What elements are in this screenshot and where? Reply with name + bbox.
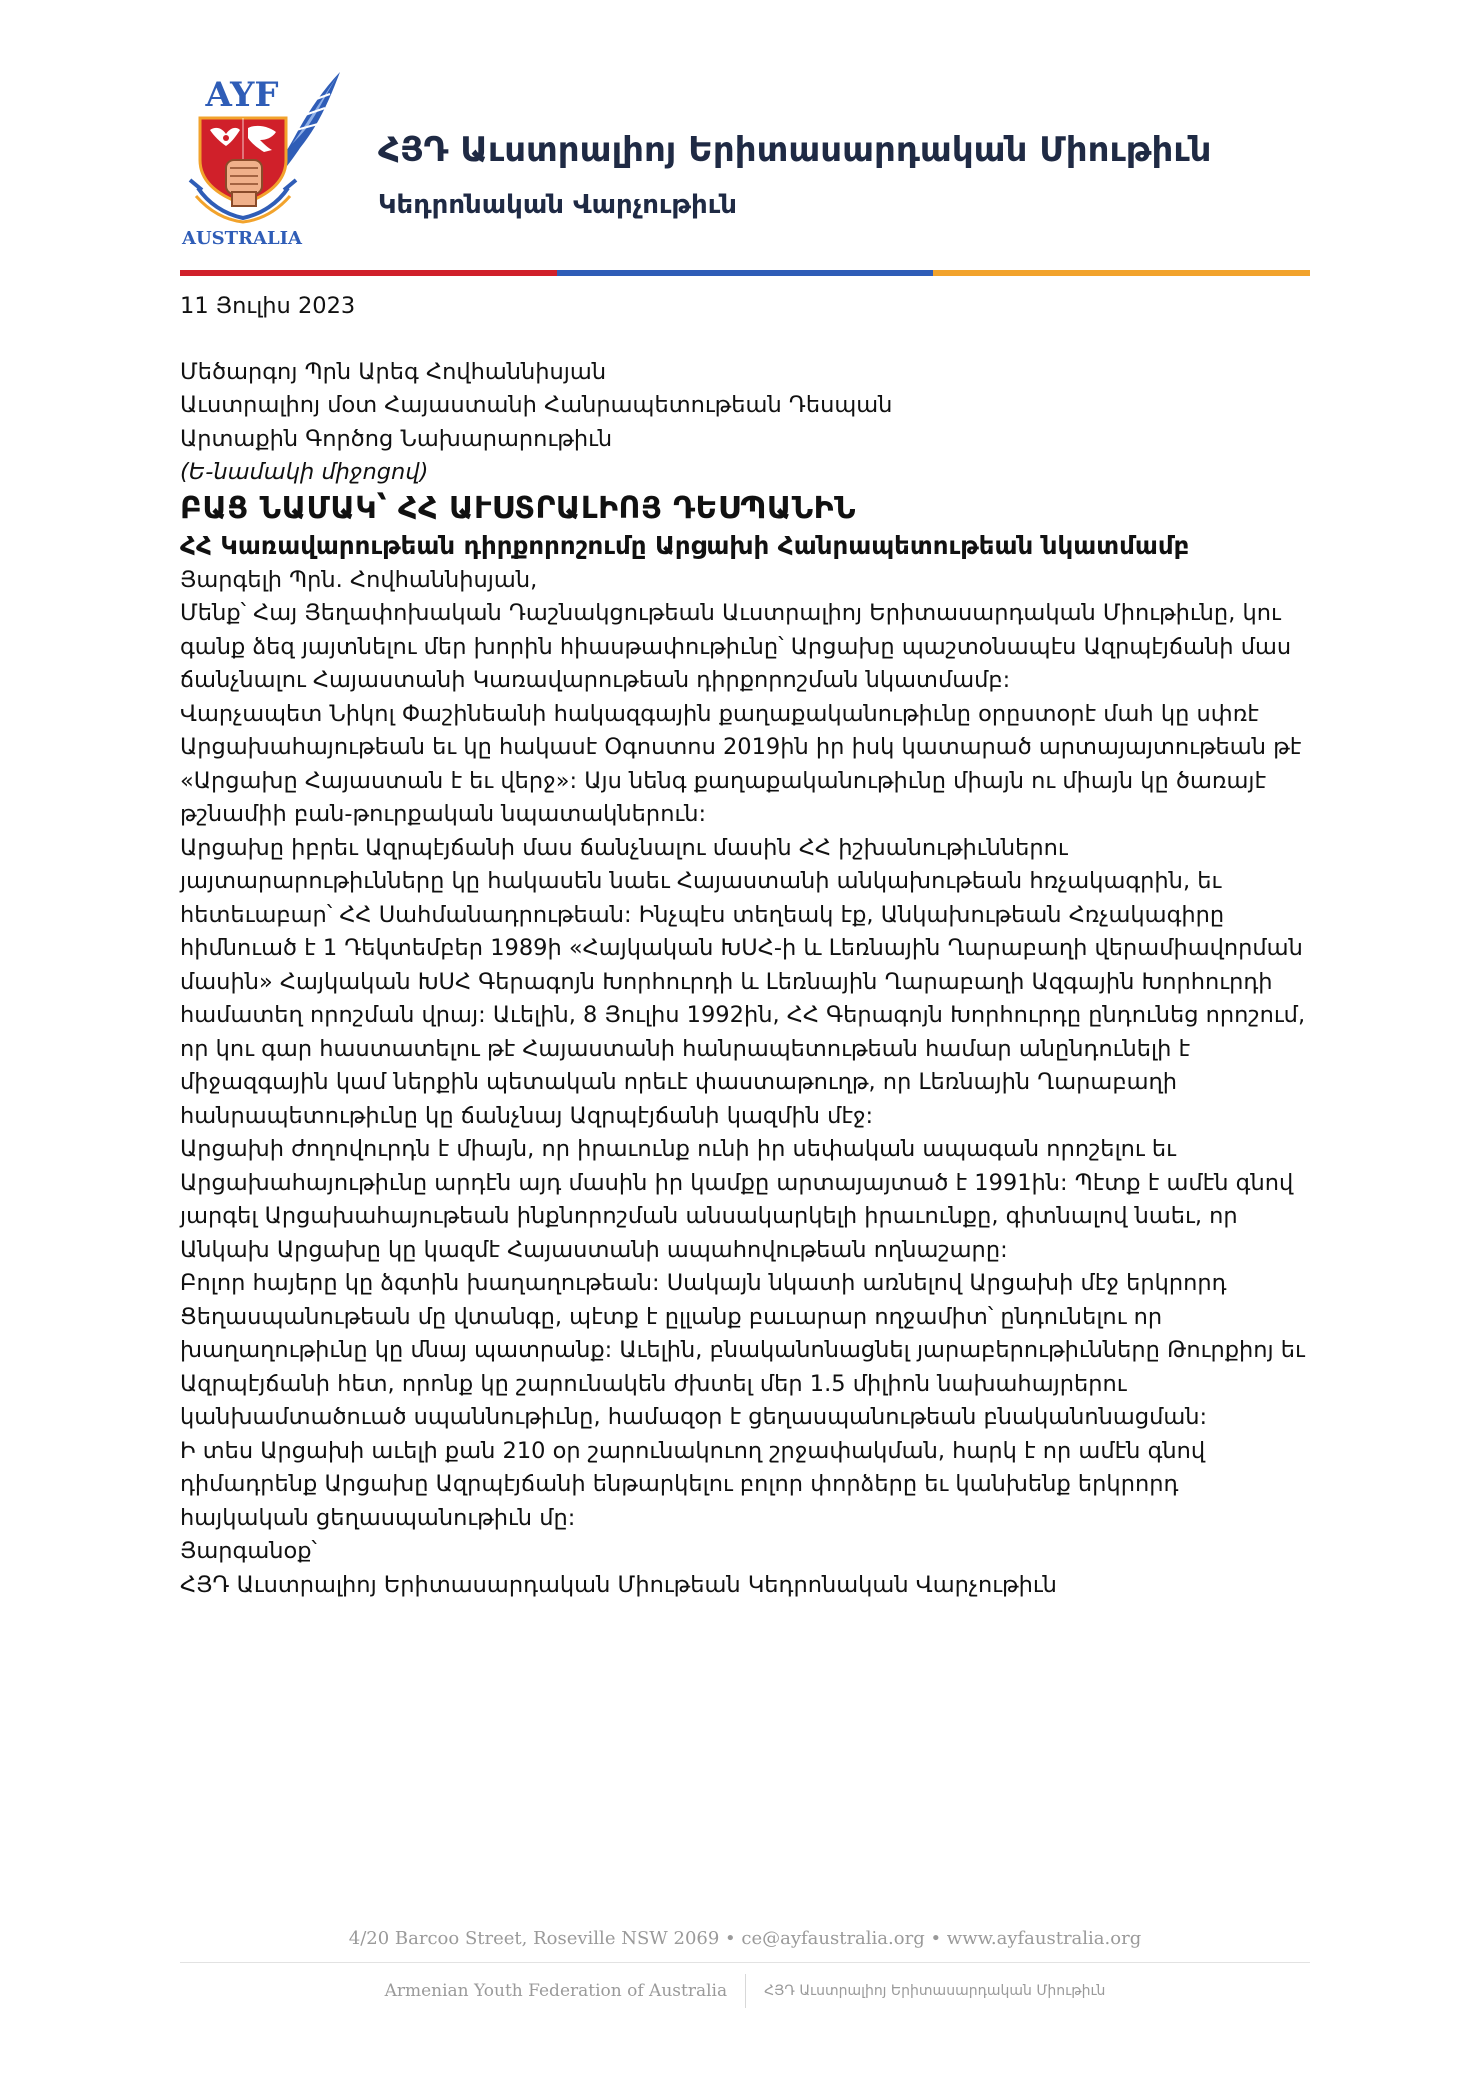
- letter-body: [180, 290, 1310, 1602]
- divider-blue: [557, 270, 934, 276]
- paragraph-4: Արցախի ժողովուրդն է միայն, որ իրաւունք ունի իր սեփական ապագան որոշելու եւ Արցախահայութիւնը արդէն այդ մասին իր կամքը արտայայտած է 1991ին: Պէտք է ամէն գնով յարգել Արցախահայութեան ինքնորոշման անսակարկելի իրաւունքը, գիտնալով նաեւ, որ Անկախ Արցախը կը կազմէ Հայաստանի ապահովութեան ողնաշարը:: [180, 1136, 1294, 1263]
- signature: ՀՅԴ Աւստրալիոյ Երիտասարդական Միութեան Կեդրոնական Վարչութիւն: [180, 1571, 1057, 1598]
- letter-subtitle: ՀՀ Կառավարութեան դիրքորոշումը Արցախի Հանրապետութեան նկատմամբ: [180, 530, 1190, 560]
- divider-red: [180, 270, 557, 276]
- recipient-name: Մեծարգոյ Պրն Արեգ Հովհաննիսյան: [180, 358, 607, 385]
- paragraph-2: Վարչապետ Նիկոլ Փաշինեանի հակազգային քաղաքականութիւնը օրըստօրէ մահ կը սփռէ Արցախահայութեան եւ կը հակասէ Օգոստոս 2019ին իր իսկ կատարած արտայայտութեան թէ «Արցախը Հայաստան է եւ վերջ»: Այս նենգ քաղաքականութիւնը միայն ու միայն կը ծառայէ թշնամիի բան-թուրքական նպատակներուն:: [180, 700, 1302, 827]
- signoff: Յարգանօք՝: [180, 1538, 317, 1564]
- organization-subtitle: Կեդրոնական Վարչութիւն: [378, 190, 737, 220]
- footer-contact: 4/20 Barcoo Street, Roseville NSW 2069 • ce@ayfaustralia.org • www.ayfaustralia.org: [348, 1928, 1142, 1949]
- paragraph-5: Բոլոր հայերը կը ձգտին խաղաղութեան: Սակայն նկատի առնելով Արցախի մէջ երկրորդ Ցեղասպանութեան մը վտանգը, պէտք է ըլլանք բաւարար ողջամիտ՝ ընդունելու որ խաղաղութիւնը կը մնայ պատրանք: Աւելին, բնականոնացնել յարաբերութիւնները Թուրքիոյ եւ Ազրպէյճանի հետ, որոնք կը շարունակեն ժխտել մեր 1.5 միլիոն նախահայրերու կանխամտածուած սպաննութիւնը, համազօր է ցեղասպանութեան բնականոնացման:: [180, 1270, 1305, 1430]
- ayf-logo: [180, 68, 350, 253]
- footer-divider: [180, 1962, 1310, 1963]
- letter-title: ԲԱՑ ՆԱՄԱԿ՝ ՀՀ ԱՒՍՏՐԱԼԻՈՅ ԴԵՍՊԱՆԻՆ: [180, 490, 857, 526]
- footer-org-armenian: ՀՅԴ Աւստրալիոյ Երիտասարդական Միութիւն: [764, 1983, 1106, 1999]
- tricolor-divider: [180, 270, 1310, 276]
- logo-text-australia: AUSTRALIA: [181, 228, 303, 249]
- organization-title: ՀՅԴ Աւստրալիոյ Երիտասարդական Միութիւն: [378, 130, 1212, 170]
- footer-organization: [180, 1974, 1310, 2008]
- fist-icon: [226, 160, 262, 206]
- salutation: Յարգելի Պրն. Հովհաննիսյան,: [180, 566, 538, 593]
- paragraph-3: Արցախը իբրեւ Ազրպէյճանի մաս ճանչնալու մասին ՀՀ իշխանութիւններու յայտարարութիւնները կը հակասեն նաեւ Հայաստանի անկախութեան հռչակագրին, եւ հետեւաբար՝ ՀՀ Սահմանադրութեան: Ինչպէս տեղեակ էք, Անկախութեան Հռչակագիրը հիմնուած է 1 Դեկտեմբեր 1989ի «Հայկական ԽՍՀ-ի և Լեռնային Ղարաբաղի վերամիավորման մասին» Հայկական ԽՍՀ Գերագոյն Խորհուրդի և Լեռնային Ղարաբաղի Ազգային Խորհուրդի համատեղ որոշման վրայ: Աւելին, 8 Յուլիս 1992ին, ՀՀ Գերագոյն Խորհուրդը ընդունեց որոշում, որ կու գար հաստատելու թէ Հայաստանի հանրապետութեան համար անընդունելի է միջազգային կամ ներքին պետական որեւէ փաստաթուղթ, որ Լեռնային Ղարաբաղի հանրապետութիւնը կը ճանչնայ Ազրպէյճանի կազմին մէջ:: [180, 834, 1306, 1129]
- recipient-position: Աւստրալիոյ մօտ Հայաստանի Հանրապետութեան Դեսպան: [180, 392, 893, 418]
- recipient-block: [180, 356, 1310, 490]
- logo-text-ayf: AYF: [205, 75, 279, 115]
- letter-date: 11 Յուլիս 2023: [180, 293, 356, 319]
- paragraph-1: Մենք՝ Հայ Յեղափոխական Դաշնակցութեան Աւստրալիոյ Երիտասարդական Միութիւնը, կու գանք ձեզ յայտնելու մեր խորին հիասթափութիւնը՝ Արցախը պաշտօնապէս Ազրպէյճանի մաս ճանչնալու Հայաստանի Կառավարութեան դիրքորոշման նկատմամբ:: [180, 600, 1292, 693]
- divider-orange: [933, 270, 1310, 276]
- footer-org-english: Armenian Youth Federation of Australia: [384, 1981, 728, 2001]
- recipient-ministry: Արտաքին Գործոց Նախարարութիւն: [180, 425, 613, 452]
- letterhead: [180, 68, 1320, 258]
- paragraph-6: Ի տես Արցախի աւելի քան 210 օր շարունակուող շրջափակման, հարկ է որ ամէն գնով դիմադրենք Արցախը Ազրպէյճանի ենթարկելու բոլոր փորձերը եւ կանխենք երկրորդ հայկական ցեղասպանութիւն մը:: [180, 1437, 1206, 1531]
- delivery-note: (Ե-նամակի միջոցով): [180, 459, 429, 485]
